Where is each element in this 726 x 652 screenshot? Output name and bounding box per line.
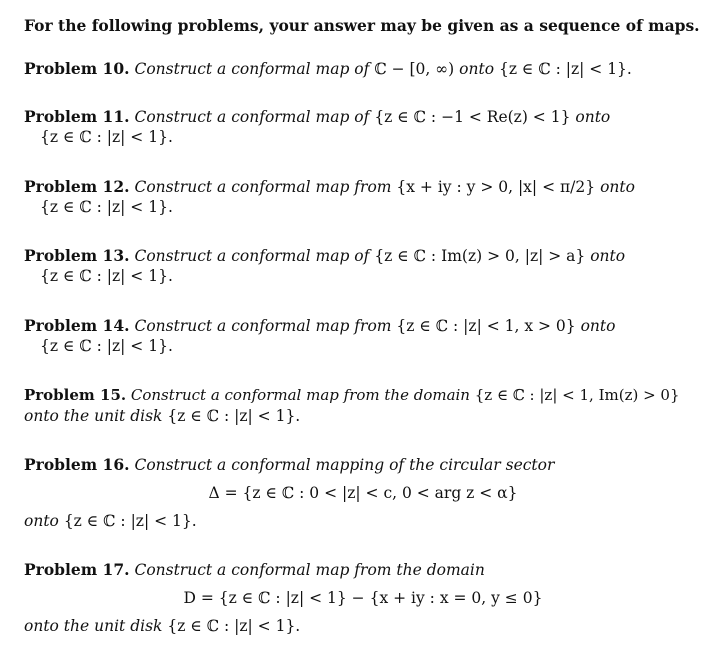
problem-math: {x + iy : y > 0, |x| < π/2} (396, 178, 596, 196)
problem-15-continuation (24, 406, 300, 426)
problem-math: {z ∈ ℂ : |z| < 1}. (40, 198, 173, 216)
problem-label: Problem 12. (24, 177, 130, 196)
problem-text: onto (24, 512, 59, 530)
problem-14 (24, 316, 615, 336)
problem-math: {z ∈ ℂ : |z| < 1}. (40, 267, 173, 285)
problem-math: {z ∈ ℂ : |z| < 1, x > 0} (396, 317, 576, 335)
problem-math: {z ∈ ℂ : −1 < Re(z) < 1} (374, 108, 571, 126)
problem-text: onto (590, 247, 626, 265)
problem-text: Construct a conformal map of (134, 108, 370, 126)
problem-text: onto (459, 60, 495, 78)
problem-math: {z ∈ ℂ : |z| < 1}. (40, 128, 173, 146)
problem-text: onto (575, 108, 611, 126)
problem-text: Construct a conformal mapping of the circular sector (134, 456, 555, 474)
problem-17-display-equation (0, 588, 726, 608)
problem-13 (24, 246, 625, 266)
problem-label: Problem 11. (24, 107, 130, 126)
problem-math: ℂ − [0, ∞) (374, 60, 455, 78)
problem-13-continuation (40, 266, 173, 286)
problem-math: {z ∈ ℂ : |z| < 1}. (167, 617, 301, 635)
problem-15 (24, 385, 680, 405)
problem-math: {z ∈ ℂ : |z| < 1}. (498, 60, 632, 78)
problem-math: {z ∈ ℂ : |z| < 1}. (63, 512, 197, 530)
problem-label: Problem 17. (24, 560, 130, 579)
problem-label: Problem 10. (24, 59, 130, 78)
problem-text: Construct a conformal map of (134, 60, 370, 78)
problem-label: Problem 13. (24, 246, 130, 265)
problem-math: {z ∈ ℂ : Im(z) > 0, |z| > a} (374, 247, 586, 265)
problem-11-continuation (40, 127, 173, 147)
problem-17-continuation (24, 616, 300, 636)
problem-text: onto the unit disk (24, 617, 163, 635)
problem-text: Construct a conformal map from the domain (130, 386, 470, 404)
intro-text: For the following problems, your answer may be given as a sequence of maps. (24, 16, 700, 35)
problem-text: Construct a conformal map from the domain (134, 561, 485, 579)
problem-label: Problem 14. (24, 316, 130, 335)
problem-math: {z ∈ ℂ : |z| < 1}. (40, 337, 173, 355)
problem-text: Construct a conformal map from (134, 178, 392, 196)
problem-math: {z ∈ ℂ : |z| < 1, Im(z) > 0} (474, 386, 680, 404)
problem-14-continuation (40, 336, 173, 356)
display-math: Δ = {z ∈ ℂ : 0 < |z| < c, 0 < arg z < α} (208, 484, 518, 502)
problem-16-display-equation (0, 483, 726, 503)
display-math: D = {z ∈ ℂ : |z| < 1} − {x + iy : x = 0, y ≤ 0} (183, 589, 543, 607)
problem-label: Problem 16. (24, 455, 130, 474)
problem-text: onto (580, 317, 616, 335)
problem-16 (24, 455, 554, 475)
problem-label: Problem 15. (24, 386, 127, 404)
problem-12 (24, 177, 635, 197)
problem-10 (24, 59, 632, 79)
problem-text: Construct a conformal map from (134, 317, 392, 335)
problem-16-continuation (24, 511, 197, 531)
problem-math: {z ∈ ℂ : |z| < 1}. (167, 407, 301, 425)
problem-12-continuation (40, 197, 173, 217)
problem-17 (24, 560, 485, 580)
problem-text: onto (600, 178, 635, 196)
problem-11 (24, 107, 610, 127)
problem-text: onto the unit disk (24, 407, 163, 425)
problem-text: Construct a conformal map of (134, 247, 370, 265)
